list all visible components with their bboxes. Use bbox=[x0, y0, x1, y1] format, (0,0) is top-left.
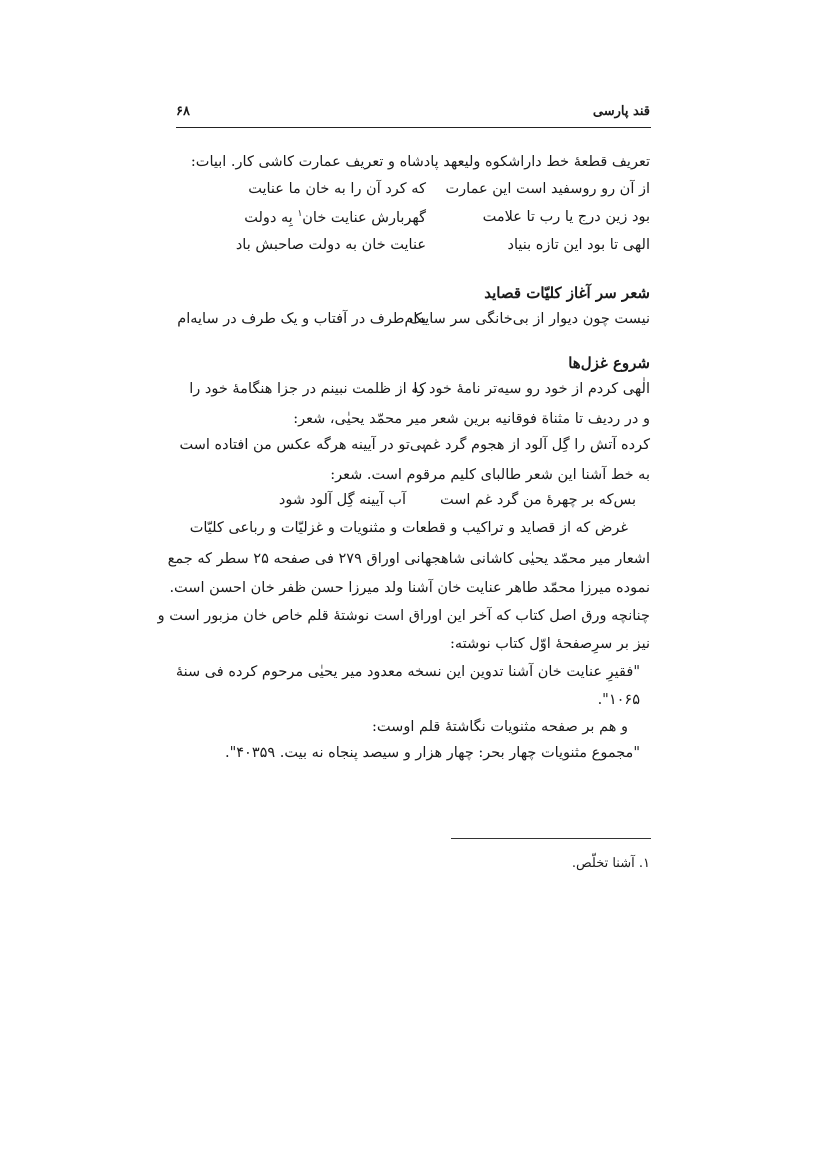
paragraph-line-2: اشعار میر محمّد یحیٰی کاشانی شاهجهانی اوراق ۲۷۹ فی صفحه ۲۵ سطر که جمع bbox=[167, 551, 650, 567]
footnote-number: ۱. bbox=[638, 856, 650, 871]
couplet-1c-right: الهی تا بود این تازه بنیاد bbox=[507, 237, 650, 253]
couplet-2-left: یک طرف در آفتاب و یک طرف در سایه‌ام bbox=[177, 311, 426, 327]
couplet-2-right: نیست چون دیوار از بی‌خانگی سر سایه‌ام bbox=[404, 311, 650, 327]
couplet-1a-right: از آن رو روسفید است این عمارت bbox=[445, 181, 650, 197]
couplet-1a-left: که کرد آن را به خان ما عنایت bbox=[248, 181, 426, 197]
couplet-3-right: الٰهی کردم از خود رو سیه‌تر نامهٔ خود را bbox=[413, 381, 650, 397]
prose-line-1: و در ردیف تا مثناة فوقانیه برین شعر میر محمّد یحیٰی، شعر: bbox=[293, 411, 650, 427]
header-rule bbox=[176, 127, 651, 128]
couplet-3-left: که از ظلمت نبینم در جزا هنگامهٔ خود را bbox=[189, 381, 426, 397]
couplet-4-right: کرده آتش را گِل آلود از هجوم گرد غم bbox=[423, 437, 650, 453]
footnote-rule bbox=[451, 838, 651, 839]
heading-qasayed: شعر سر آغاز کلیّات قصاید bbox=[484, 284, 650, 302]
couplet-1b-left-a: گهربارش عنایت خان bbox=[302, 209, 426, 226]
paragraph-line-5: نیز بر سرِصفحهٔ اوّل کتاب نوشته: bbox=[449, 636, 650, 652]
footnote bbox=[572, 856, 650, 871]
quote-1-line-1: "فقیرِ عنایت خان آشنا تدوین این نسخه معدود میر یحیٰی مرحوم کرده فی سنهٔ bbox=[175, 664, 640, 680]
couplet-5-left: آب آیینه گِل آلود شود bbox=[278, 492, 406, 508]
couplet-1b-left-b: بِه دولت bbox=[244, 209, 298, 226]
paragraph-line-4: چنانچه ورق اصل کتاب که آخر این اوراق است نوشتهٔ قلم خاص خان مزبور است و bbox=[157, 608, 650, 624]
couplet-5-right: بس‌که بر چهرهٔ من گرد غم است bbox=[440, 492, 636, 508]
couplet-1c-left: عنایت خان به دولت صاحبش باد bbox=[235, 237, 426, 253]
prose-line-3: و هم بر صفحه مثنویات نگاشتهٔ قلم اوست: bbox=[372, 719, 628, 735]
running-title: قند پارسی bbox=[592, 104, 650, 119]
prose-line-2: به خط آشنا این شعر طالبای کلیم مرقوم است. شعر: bbox=[330, 467, 650, 483]
couplet-1b-right: بود زین درج یا رب تا علامت bbox=[482, 209, 650, 225]
paragraph-line-1: غرض که از قصاید و تراکیب و قطعات و مثنویات و غزلیّات و رباعی کلیّات bbox=[189, 520, 628, 536]
quote-2: "مجموع مثنویات چهار بحر: چهار هزار و سیصد پنجاه نه بیت. ۴۰۳۵۹". bbox=[224, 745, 640, 761]
quote-1-line-2: ۱۰۶۵". bbox=[597, 692, 640, 708]
footnote-text: آشنا تخلّص. bbox=[571, 856, 635, 871]
paragraph-line-3: نموده میرزا محمّد طاهر عنایت خان آشنا ولد میرزا حسن ظفر خان احسن است. bbox=[169, 580, 650, 596]
intro-line: تعریف قطعهٔ خط داراشکوه ولیعهد پادشاه و تعریف عمارت کاشی کار. ابیات: bbox=[190, 154, 650, 170]
couplet-4-left: بی‌تو در آیینه هرگه عکس من افتاده است bbox=[179, 437, 426, 453]
heading-ghazals: شروع غزل‌ها bbox=[568, 354, 650, 372]
couplet-1b-left bbox=[244, 209, 426, 226]
page-number: ۶۸ bbox=[176, 104, 190, 119]
footnote-marker: ۱ bbox=[297, 209, 303, 219]
